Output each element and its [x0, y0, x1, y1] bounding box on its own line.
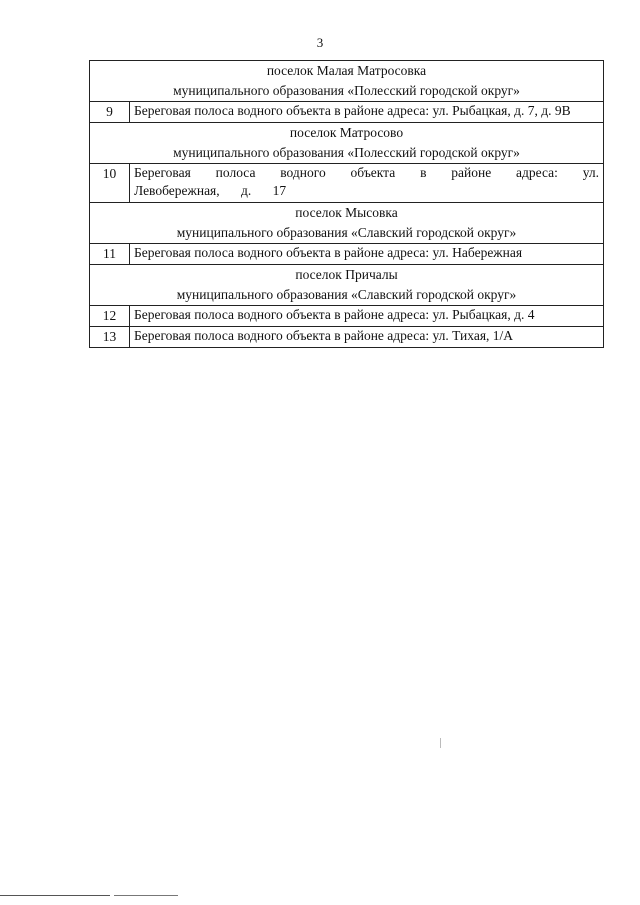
- scan-speck: [440, 738, 441, 748]
- row-number: 12: [90, 306, 130, 327]
- settlement-name: поселок Причалы: [295, 267, 398, 282]
- municipality-name: муниципального образования «Полесский городской округ»: [173, 83, 520, 98]
- row-number: 13: [90, 327, 130, 348]
- row-description-cell: [130, 164, 604, 203]
- table-row: [90, 244, 604, 265]
- municipality-name: муниципального образования «Славский городской округ»: [176, 287, 517, 302]
- table-row: [90, 306, 604, 327]
- row-description: Береговая полоса водного объекта в районе адреса: ул. Рыбацкая, д. 4: [134, 307, 535, 322]
- table-row: [90, 327, 604, 348]
- row-number: 9: [90, 102, 130, 123]
- row-description-cell: [130, 306, 604, 327]
- municipality-name: муниципального образования «Славский городской округ»: [176, 225, 517, 240]
- row-description-cell: [130, 244, 604, 265]
- group-header-cell: [90, 265, 604, 306]
- table-row: [90, 102, 604, 123]
- footer-rule-secondary: [114, 895, 178, 896]
- group-row: [90, 123, 604, 164]
- settlement-name: поселок Малая Матросовка: [266, 63, 427, 78]
- group-row: [90, 61, 604, 102]
- group-header-cell: [90, 61, 604, 102]
- row-description-cell: [130, 102, 604, 123]
- table-row: [90, 164, 604, 203]
- row-number: 10: [90, 164, 130, 203]
- group-row: [90, 203, 604, 244]
- group-header-cell: [90, 203, 604, 244]
- row-description: Береговая полоса водного объекта в районе адреса: ул. Рыбацкая, д. 7, д. 9В: [134, 103, 571, 118]
- group-header-cell: [90, 123, 604, 164]
- settlement-name: поселок Мысовка: [295, 205, 398, 220]
- settlements-table: [89, 60, 604, 348]
- row-description: Береговая полоса водного объекта в районе адреса: ул. Набережная: [134, 245, 523, 260]
- settlement-name: поселок Матросово: [289, 125, 404, 140]
- row-description: Береговая полоса водного объекта в районе адреса: ул. Тихая, 1/А: [134, 328, 514, 343]
- page-number: 3: [316, 35, 324, 50]
- row-description-cell: [130, 327, 604, 348]
- municipality-name: муниципального образования «Полесский городской округ»: [173, 145, 520, 160]
- row-description: Береговая полоса водного объекта в районе адреса: ул. Левобережная, д. 17: [134, 165, 599, 198]
- group-row: [90, 265, 604, 306]
- footer-rule: [0, 895, 110, 896]
- row-number: 11: [90, 244, 130, 265]
